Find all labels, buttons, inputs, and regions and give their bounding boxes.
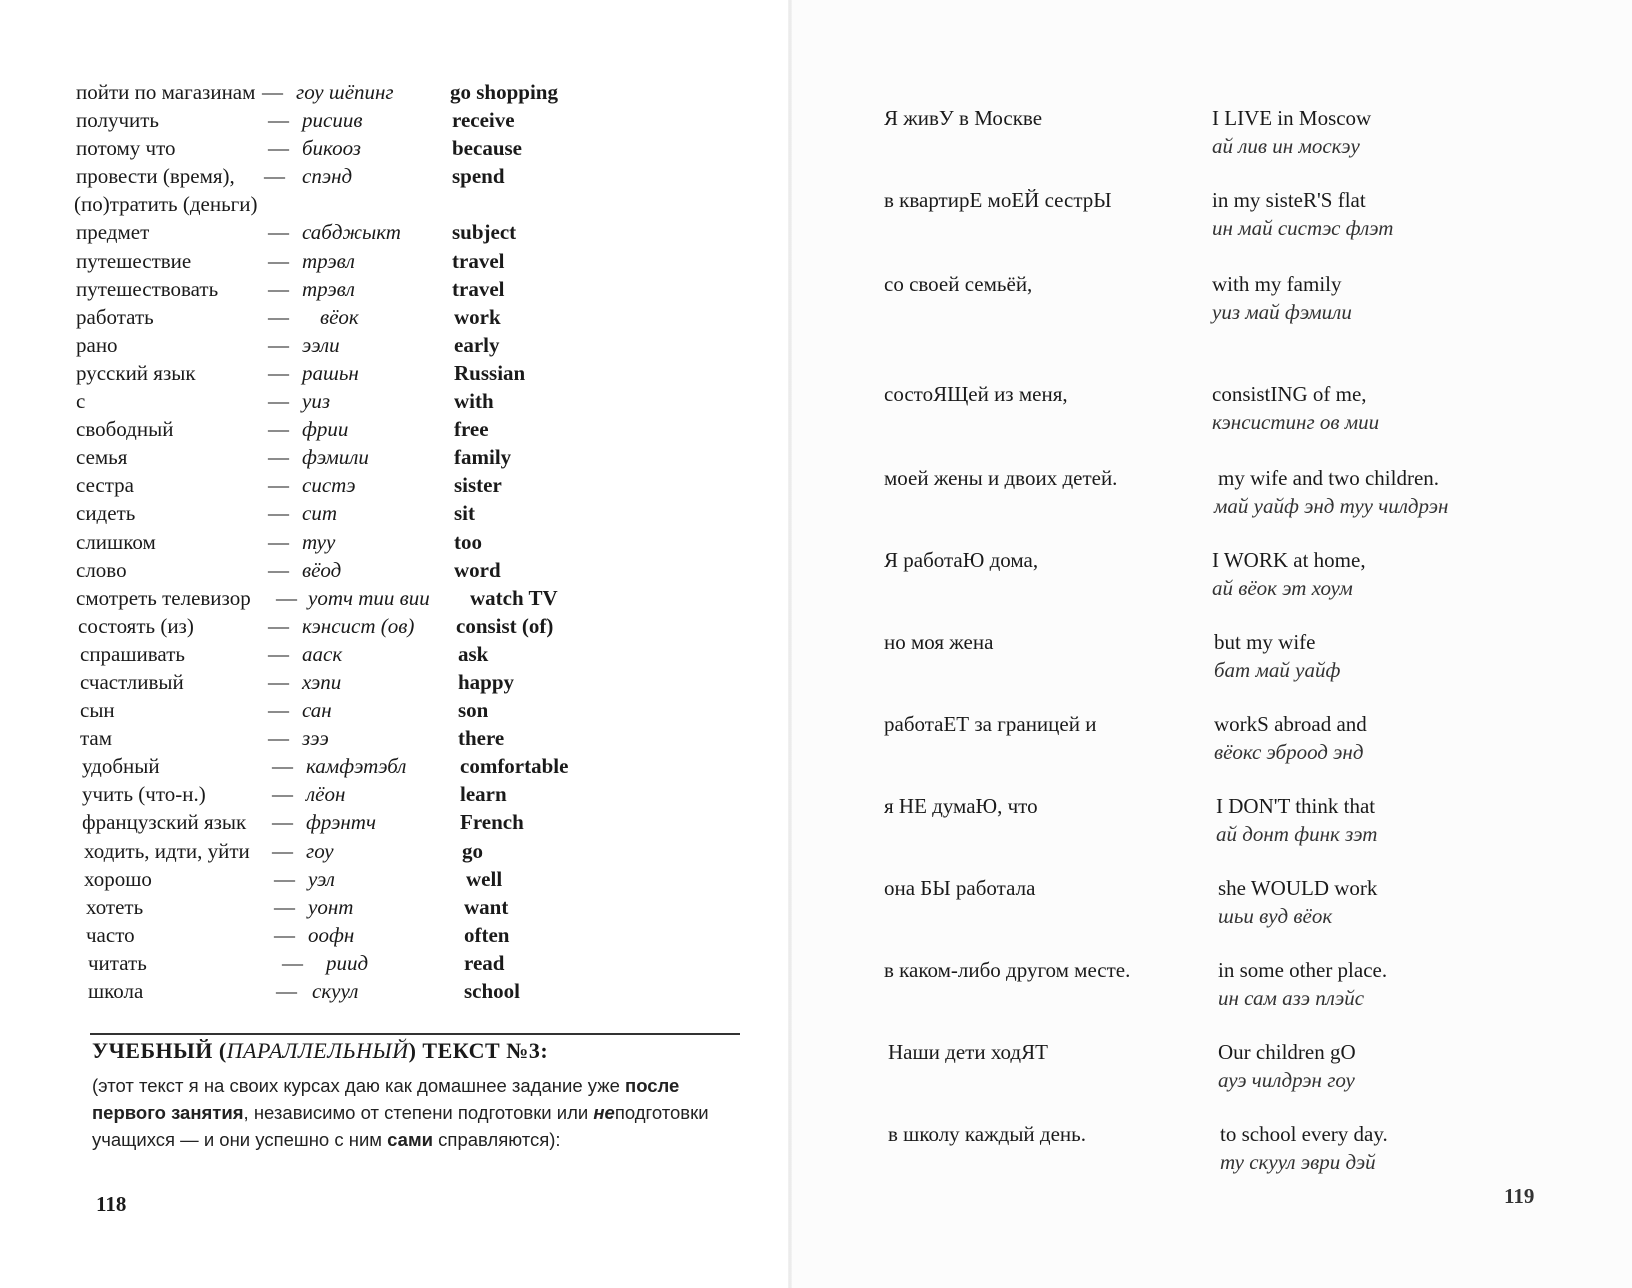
section-note xyxy=(92,1072,752,1153)
vocab-en: well xyxy=(466,866,503,891)
vocab-dash: — xyxy=(268,417,289,442)
vocab-row xyxy=(76,162,756,190)
vocab-row xyxy=(76,331,756,359)
vocab-ru: учить (что-н.) xyxy=(82,782,206,807)
line-ru: состоЯЩей из меня, xyxy=(884,382,1068,406)
vocab-transcription: ааск xyxy=(302,641,343,666)
vocab-dash: — xyxy=(264,164,285,189)
line-en: workS abroad and xyxy=(1214,712,1367,736)
vocab-dash: — xyxy=(268,445,289,470)
line-transcription: ай лив ин москэу xyxy=(1212,134,1360,158)
line-transcription: ин сам азэ плэйс xyxy=(1218,986,1365,1010)
line-ru: Я работаЮ дома, xyxy=(884,548,1039,572)
vocab-row xyxy=(76,612,756,640)
vocab-en: happy xyxy=(458,669,515,694)
line-en: in some other place. xyxy=(1218,958,1388,982)
vocab-transcription: спэнд xyxy=(302,164,353,189)
vocab-row xyxy=(76,415,756,443)
vocab-row xyxy=(76,780,756,808)
vocab-transcription: хэпи xyxy=(302,669,342,694)
vocab-dash: — xyxy=(268,726,289,751)
vocab-row xyxy=(76,584,756,612)
vocab-dash: — xyxy=(268,220,289,245)
vocab-transcription: фэмили xyxy=(302,445,369,470)
vocab-en: watch TV xyxy=(470,585,558,610)
line-transcription: кэнсистинг ов мии xyxy=(1212,410,1380,434)
vocabulary-list xyxy=(76,78,756,1005)
vocab-dash: — xyxy=(268,332,289,357)
page-number-right: 119 xyxy=(1504,1184,1535,1208)
vocab-ru: хорошо xyxy=(84,866,152,891)
note-bold: после первого занятия xyxy=(92,1075,680,1123)
vocab-row xyxy=(76,190,756,218)
vocab-transcription: сабджыкт xyxy=(302,220,401,245)
vocab-en: word xyxy=(454,557,501,582)
vocab-dash: — xyxy=(268,136,289,161)
note-bold-italic: не xyxy=(593,1102,615,1123)
line-en: my wife and two children. xyxy=(1218,466,1440,490)
vocab-en: free xyxy=(454,417,489,442)
vocab-dash: — xyxy=(268,304,289,329)
vocab-ru: сидеть xyxy=(76,501,136,526)
line-ru: Наши дети ходЯТ xyxy=(888,1040,1048,1064)
vocab-ru: смотреть телевизор xyxy=(76,585,251,610)
page-number-left: 118 xyxy=(96,1192,127,1216)
vocab-ru: слишком xyxy=(76,529,156,554)
vocab-row xyxy=(76,247,756,275)
line-en: I LIVE in Moscow xyxy=(1212,106,1372,130)
vocab-row xyxy=(76,949,756,977)
section-divider xyxy=(90,1033,740,1035)
section-title xyxy=(92,1038,548,1064)
note-text: справляются): xyxy=(433,1129,561,1150)
line-en: to school every day. xyxy=(1220,1122,1388,1146)
vocab-transcription: фрии xyxy=(302,417,349,442)
vocab-row xyxy=(76,893,756,921)
vocab-dash: — xyxy=(276,585,297,610)
vocab-en: school xyxy=(464,979,521,1003)
vocab-dash: — xyxy=(268,276,289,301)
vocab-en: subject xyxy=(452,220,517,245)
vocab-row xyxy=(76,640,756,668)
line-ru: в каком-либо другом месте. xyxy=(884,958,1131,982)
vocab-row xyxy=(76,303,756,331)
vocab-en: comfortable xyxy=(460,754,569,779)
vocab-transcription: сит xyxy=(302,501,337,526)
vocab-ru: рано xyxy=(76,332,118,357)
vocab-ru: пойти по магазинам xyxy=(76,80,256,104)
vocab-row xyxy=(76,921,756,949)
vocab-en: go shopping xyxy=(450,80,558,104)
vocab-transcription: кэнсист (ов) xyxy=(302,613,415,638)
line-transcription: ай донт финк зэт xyxy=(1216,822,1378,846)
vocab-ru: там xyxy=(80,726,113,751)
section-title-part: ) ТЕКСТ №3: xyxy=(408,1038,549,1063)
vocab-row xyxy=(76,134,756,162)
line-ru: она БЫ работала xyxy=(884,876,1036,900)
vocab-en: family xyxy=(454,445,512,470)
vocab-transcription: вёок xyxy=(320,304,359,329)
vocab-ru: предмет xyxy=(76,220,150,245)
vocab-ru: сын xyxy=(80,698,115,723)
line-transcription: май уайф энд туу чилдрэн xyxy=(1214,494,1449,518)
vocab-row xyxy=(76,696,756,724)
line-en: with my family xyxy=(1212,272,1342,296)
line-en: Our children gO xyxy=(1218,1040,1356,1064)
section-title-part: УЧЕБНЫЙ ( xyxy=(92,1038,227,1063)
vocab-ru: состоять (из) xyxy=(78,613,194,638)
vocab-en: work xyxy=(454,304,501,329)
vocab-transcription: зээ xyxy=(302,726,329,751)
vocab-transcription: уиз xyxy=(302,389,331,414)
vocab-en: travel xyxy=(452,248,505,273)
vocab-dash: — xyxy=(268,248,289,273)
line-transcription: ай вёок эт хоум xyxy=(1212,576,1353,600)
vocab-row xyxy=(76,275,756,303)
vocab-en: French xyxy=(460,810,524,835)
vocab-row xyxy=(76,471,756,499)
vocab-ru: читать xyxy=(88,950,147,975)
line-en: but my wife xyxy=(1214,630,1316,654)
vocab-dash: — xyxy=(282,950,303,975)
vocab-dash: — xyxy=(268,529,289,554)
vocab-row xyxy=(76,359,756,387)
vocab-transcription: уонт xyxy=(308,894,354,919)
vocab-ru: с xyxy=(76,389,86,414)
vocab-ru: сестра xyxy=(76,473,134,498)
vocab-en: travel xyxy=(452,276,505,301)
line-en: in my sisteR'S flat xyxy=(1212,188,1366,212)
vocab-transcription: уэл xyxy=(308,866,335,891)
vocab-en: with xyxy=(454,389,494,414)
vocab-ru: удобный xyxy=(82,754,160,779)
vocab-row xyxy=(76,556,756,584)
vocab-ru: потому что xyxy=(76,136,176,161)
vocab-dash: — xyxy=(268,473,289,498)
vocab-row xyxy=(76,387,756,415)
vocab-dash: — xyxy=(268,613,289,638)
vocab-ru: ходить, идти, уйти xyxy=(84,838,250,863)
vocab-transcription: рисиив xyxy=(302,108,363,133)
vocab-en: too xyxy=(454,529,482,554)
vocab-dash: — xyxy=(268,360,289,385)
vocab-row xyxy=(76,218,756,246)
vocab-dash: — xyxy=(272,838,293,863)
vocab-en: ask xyxy=(458,641,489,666)
vocab-row xyxy=(76,443,756,471)
section-title-italic: ПАРАЛЛЕЛЬНЫЙ xyxy=(226,1038,409,1063)
vocab-transcription: уотч тии вии xyxy=(308,585,430,610)
vocab-dash: — xyxy=(274,894,295,919)
vocab-en: son xyxy=(458,698,489,723)
line-transcription: бат май уайф xyxy=(1214,658,1341,682)
vocab-row xyxy=(76,977,756,1005)
vocab-row xyxy=(76,752,756,780)
vocab-transcription: туу xyxy=(302,529,336,554)
vocab-dash: — xyxy=(268,501,289,526)
line-transcription: уиз май фэмили xyxy=(1212,300,1352,324)
vocab-transcription: гоу xyxy=(306,838,334,863)
line-en: I WORK at home, xyxy=(1212,548,1366,572)
vocab-dash: — xyxy=(274,922,295,947)
vocab-en: receive xyxy=(452,108,515,133)
vocab-transcription: вёод xyxy=(302,557,342,582)
vocab-dash: — xyxy=(268,698,289,723)
vocab-ru: путешествовать xyxy=(76,276,219,301)
line-en: she WOULD work xyxy=(1218,876,1378,900)
vocab-transcription: лёон xyxy=(306,782,346,807)
vocab-transcription: рашьн xyxy=(302,360,359,385)
vocab-ru: семья xyxy=(76,445,128,470)
vocab-en: read xyxy=(464,950,505,975)
vocab-ru: получить xyxy=(76,108,159,133)
vocab-transcription: гоу шёпинг xyxy=(296,80,394,104)
vocab-transcription: систэ xyxy=(302,473,356,498)
vocab-row xyxy=(76,837,756,865)
vocab-en: sit xyxy=(454,501,475,526)
vocab-ru: часто xyxy=(86,922,135,947)
vocab-en: sister xyxy=(454,473,502,498)
vocab-dash: — xyxy=(272,810,293,835)
vocab-en: want xyxy=(464,894,509,919)
vocab-dash: — xyxy=(272,782,293,807)
vocab-en: early xyxy=(454,332,500,357)
line-ru: в школу каждый день. xyxy=(888,1122,1086,1146)
vocab-transcription: камфэтэбл xyxy=(306,754,407,779)
note-text: (этот текст я на своих курсах даю как домашнее задание уже xyxy=(92,1075,626,1096)
vocab-ru: работать xyxy=(76,304,154,329)
vocab-ru: школа xyxy=(88,979,144,1003)
vocab-row xyxy=(76,808,756,836)
note-text: , независимо от степени подготовки или xyxy=(243,1102,594,1123)
line-transcription: вёокс эброод энд xyxy=(1214,740,1364,764)
vocab-row xyxy=(76,78,756,106)
line-ru: но моя жена xyxy=(884,630,994,654)
line-en: consistING of me, xyxy=(1212,382,1367,406)
vocab-dash: — xyxy=(262,80,283,104)
vocab-dash: — xyxy=(268,389,289,414)
vocab-dash: — xyxy=(268,641,289,666)
line-ru: в квартирЕ моЕЙ сестрЫ xyxy=(884,188,1112,212)
vocab-ru: провести (время), xyxy=(76,164,235,189)
vocab-en: there xyxy=(458,726,505,751)
vocab-ru: русский язык xyxy=(76,360,196,385)
vocab-transcription: трэвл xyxy=(302,276,355,301)
vocab-transcription: бикооз xyxy=(302,136,362,161)
line-ru: работаЕТ за границей и xyxy=(884,712,1097,736)
vocab-transcription: риид xyxy=(326,950,369,975)
vocab-transcription: скуул xyxy=(312,979,359,1003)
vocab-row xyxy=(76,668,756,696)
line-transcription: ин май систэс флэт xyxy=(1212,216,1394,240)
vocab-transcription: фрэнтч xyxy=(306,810,376,835)
vocab-transcription: ээли xyxy=(302,332,340,357)
note-text: подготовки учащихся — и они успешно с ним xyxy=(92,1102,709,1150)
vocab-row xyxy=(76,106,756,134)
vocab-dash: — xyxy=(274,866,295,891)
vocab-ru: (по)тратить (деньги) xyxy=(74,192,258,217)
vocab-dash: — xyxy=(268,557,289,582)
vocab-en: Russian xyxy=(454,360,526,385)
line-en: I DON'T think that xyxy=(1216,794,1376,818)
line-ru: Я живУ в Москве xyxy=(884,106,1043,130)
vocab-en: spend xyxy=(452,164,505,189)
vocab-ru: счастливый xyxy=(80,669,184,694)
line-transcription: ту скуул эври дэй xyxy=(1220,1150,1376,1174)
line-ru: со своей семьёй, xyxy=(884,272,1033,296)
vocab-ru: путешествие xyxy=(76,248,192,273)
book-gutter xyxy=(788,0,792,1288)
vocab-en: learn xyxy=(460,782,507,807)
vocab-en: go xyxy=(462,838,483,863)
line-transcription: ауэ чилдрэн гоу xyxy=(1218,1068,1355,1092)
line-transcription: шьи вуд вёок xyxy=(1218,904,1333,928)
vocab-ru: спрашивать xyxy=(80,641,185,666)
vocab-row xyxy=(76,499,756,527)
vocab-en: consist (of) xyxy=(456,613,554,638)
vocab-ru: слово xyxy=(76,557,127,582)
vocab-row xyxy=(76,724,756,752)
vocab-ru: свободный xyxy=(76,417,174,442)
line-ru: моей жены и двоих детей. xyxy=(884,466,1118,490)
vocab-transcription: оофн xyxy=(308,922,355,947)
line-ru: я НЕ думаЮ, что xyxy=(884,794,1038,818)
vocab-transcription: сан xyxy=(302,698,332,723)
vocab-en: because xyxy=(452,136,522,161)
note-bold: сами xyxy=(387,1129,434,1150)
vocab-dash: — xyxy=(272,754,293,779)
vocab-dash: — xyxy=(276,979,297,1003)
vocab-transcription: трэвл xyxy=(302,248,355,273)
vocab-dash: — xyxy=(268,669,289,694)
vocab-dash: — xyxy=(268,108,289,133)
vocab-ru: хотеть xyxy=(86,894,144,919)
vocab-row xyxy=(76,865,756,893)
vocab-row xyxy=(76,528,756,556)
vocab-en: often xyxy=(464,922,510,947)
vocab-ru: французский язык xyxy=(82,810,247,835)
